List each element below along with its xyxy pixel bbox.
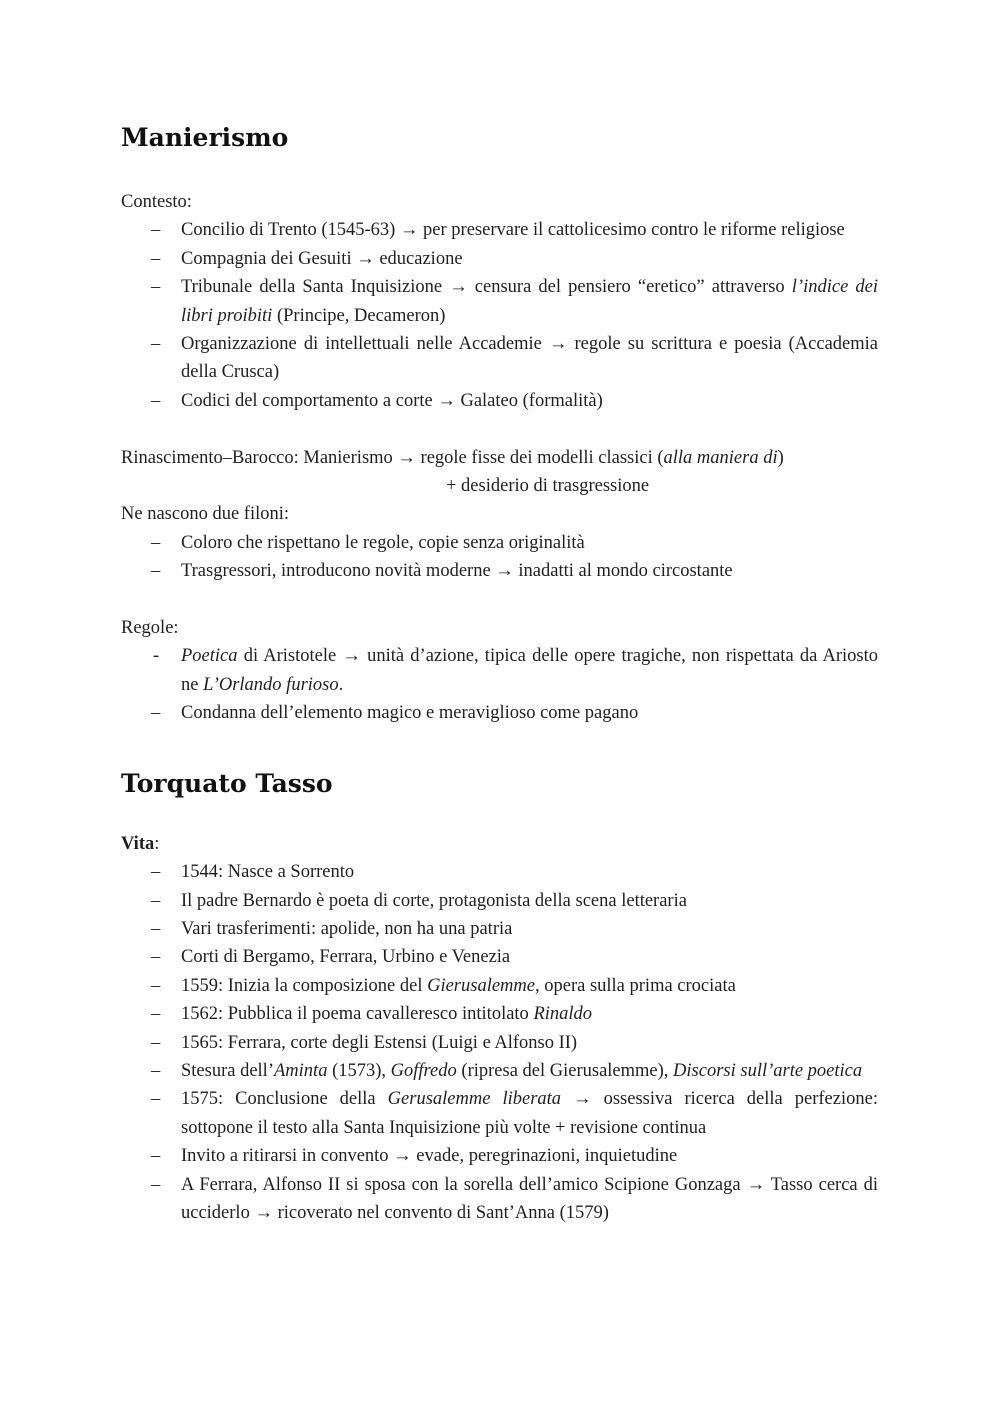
contesto-label: Contesto:	[121, 192, 192, 212]
rinascimento-line: Rinascimento–Barocco: Manierismo → regole fisse dei modelli classici (alla maniera di)	[121, 447, 784, 468]
regole-label: Regole:	[121, 618, 179, 639]
regole-list	[121, 642, 878, 727]
heading-torquato-tasso: Torquato Tasso	[121, 768, 333, 798]
list-item: – 1565: Ferrara, corte degli Estensi (Luigi e Alfonso II)	[121, 1029, 878, 1057]
list-item: – Codici del comportamento a corte → Galateo (formalità)	[121, 387, 878, 415]
list-item: – 1575: Conclusione della Gerusalemme liberata → ossessiva ricerca della perfezione: sottopone il testo alla Santa Inquisizione più volte + revisione continua	[121, 1085, 878, 1142]
list-item: – Organizzazione di intellettuali nelle Accademie → regole su scrittura e poesia (Accademia della Crusca)	[121, 330, 878, 387]
list-item: – 1562: Pubblica il poema cavalleresco intitolato Rinaldo	[121, 1000, 878, 1028]
vita-list	[121, 858, 878, 1227]
list-item: – Trasgressori, introducono novità moderne → inadatti al mondo circostante	[121, 557, 878, 585]
contesto-list	[121, 216, 878, 415]
list-item: – Il padre Bernardo è poeta di corte, protagonista della scena letteraria	[121, 887, 878, 915]
list-item: – Condanna dell’elemento magico e meraviglioso come pagano	[121, 699, 878, 727]
rinascimento-plus-line: + desiderio di trasgressione	[446, 476, 650, 497]
heading-manierismo: Manierismo	[121, 123, 289, 152]
list-item: – 1544: Nasce a Sorrento	[121, 858, 878, 886]
list-item: – Vari trasferimenti: apolide, non ha una patria	[121, 915, 878, 943]
list-item: – Compagnia dei Gesuiti → educazione	[121, 245, 878, 273]
list-item: – Stesura dell’Aminta (1573), Goffredo (ripresa del Gierusalemme), Discorsi sull’arte poetica	[121, 1057, 878, 1085]
list-item: – Corti di Bergamo, Ferrara, Urbino e Venezia	[121, 943, 878, 971]
vita-label: Vita:	[121, 833, 160, 854]
list-item: – Coloro che rispettano le regole, copie senza originalità	[121, 529, 878, 557]
document-content	[121, 118, 878, 1227]
filoni-label: Ne nascono due filoni:	[121, 504, 289, 525]
list-item: – 1559: Inizia la composizione del Gierusalemme, opera sulla prima crociata	[121, 972, 878, 1000]
list-item: – Concilio di Trento (1545-63) → per preservare il cattolicesimo contro le riforme religiose	[121, 216, 878, 244]
filoni-list	[121, 529, 878, 586]
list-item: – Tribunale della Santa Inquisizione → censura del pensiero “eretico” attraverso l’indice dei libri proibiti (Principe, Decameron)	[121, 273, 878, 330]
list-item: - Poetica di Aristotele → unità d’azione, tipica delle opere tragiche, non rispettata da Ariosto ne L’Orlando furioso.	[121, 642, 878, 699]
list-item: – Invito a ritirarsi in convento → evade, peregrinazioni, inquietudine	[121, 1142, 878, 1170]
list-item: – A Ferrara, Alfonso II si sposa con la sorella dell’amico Scipione Gonzaga → Tasso cerca di ucciderlo → ricoverato nel convento di Sant’Anna (1579)	[121, 1171, 878, 1228]
